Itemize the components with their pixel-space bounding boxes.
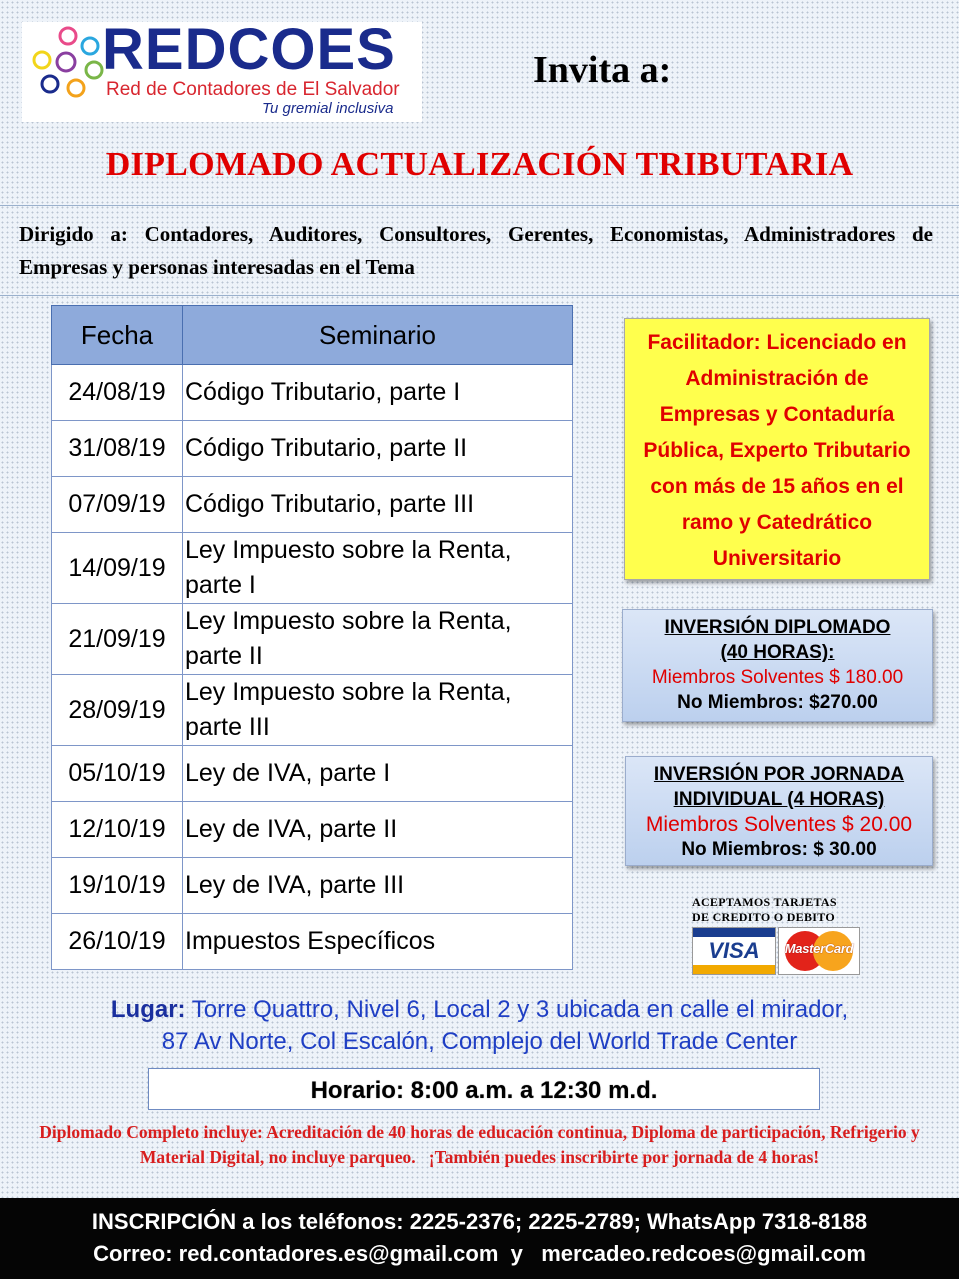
mastercard-icon xyxy=(778,927,860,975)
inversion-jornada-title: INVERSIÓN POR JORNADA INDIVIDUAL (4 HORAS) xyxy=(653,764,905,810)
table-row xyxy=(52,604,573,675)
logo-tagline: Tu gremial inclusiva xyxy=(262,100,394,117)
logo-circles-icon xyxy=(32,26,104,98)
table-header-row xyxy=(52,306,573,365)
header-seminario: Seminario xyxy=(183,306,573,365)
inversion-jornada-no-miembros: No Miembros: $ 30.00 xyxy=(681,839,877,860)
table-row xyxy=(52,858,573,914)
visa-card-icon xyxy=(692,927,776,975)
row-date: 05/10/19 xyxy=(52,746,183,802)
row-date: 24/08/19 xyxy=(52,365,183,421)
row-date: 21/09/19 xyxy=(52,604,183,675)
mastercard-label: MasterCard xyxy=(784,941,854,956)
invita-heading: Invita a: xyxy=(533,49,672,91)
footer-emails: Correo: red.contadores.es@gmail.com y mercadeo.redcoes@gmail.com xyxy=(93,1241,866,1266)
dirigido-text: Dirigido a: Contadores, Auditores, Consultores, Gerentes, Economistas, Administradores de Empresas y personas interesadas en el Tema xyxy=(19,222,933,279)
row-date: 14/09/19 xyxy=(52,533,183,604)
inversion-diplomado-no-miembros: No Miembros: $270.00 xyxy=(677,692,878,713)
page-title: DIPLOMADO ACTUALIZACIÓN TRIBUTARIA xyxy=(105,146,854,183)
row-seminar: Ley de IVA, parte II xyxy=(183,802,573,858)
row-seminar: Código Tributario, parte I xyxy=(183,365,573,421)
table-row xyxy=(52,746,573,802)
lugar-line1: Torre Quattro, Nivel 6, Local 2 y 3 ubicada en calle el mirador, xyxy=(185,996,849,1023)
visa-label: VISA xyxy=(708,938,760,963)
inversion-jornada-miembros: Miembros Solventes $ 20.00 xyxy=(645,813,913,836)
row-date: 07/09/19 xyxy=(52,477,183,533)
footer-phones: INSCRIPCIÓN a los teléfonos: 2225-2376; 2225-2789; WhatsApp 7318-8188 xyxy=(91,1209,868,1234)
incluye-text: Diplomado Completo incluye: Acreditación de 40 horas de educación continua, Diploma de participación, Refrigerio y Material Digital, no incluye parqueo. ¡También puedes inscribirte por jornada de 4 horas! xyxy=(39,1122,925,1167)
logo-subtitle: Red de Contadores de El Salvador xyxy=(106,79,400,100)
row-seminar: Ley Impuesto sobre la Renta, parte II xyxy=(183,604,573,675)
row-seminar: Ley Impuesto sobre la Renta, parte I xyxy=(183,533,573,604)
table-row xyxy=(52,675,573,746)
table-row xyxy=(52,802,573,858)
table-row xyxy=(52,421,573,477)
footer-contact xyxy=(0,1198,959,1279)
row-seminar: Código Tributario, parte II xyxy=(183,421,573,477)
row-date: 31/08/19 xyxy=(52,421,183,477)
inversion-diplomado-miembros: Miembros Solventes $ 180.00 xyxy=(651,667,904,688)
horario-box: Horario: 8:00 a.m. a 12:30 m.d. xyxy=(148,1068,820,1110)
row-date: 28/09/19 xyxy=(52,675,183,746)
table-row xyxy=(52,477,573,533)
table-row xyxy=(52,533,573,604)
inversion-diplomado-box xyxy=(622,609,933,722)
redcoes-logo xyxy=(22,17,422,122)
row-date: 19/10/19 xyxy=(52,858,183,914)
row-seminar: Ley Impuesto sobre la Renta, parte III xyxy=(183,675,573,746)
cards-line1: ACEPTAMOS TARJETAS xyxy=(692,895,837,909)
cards-line2: DE CREDITO O DEBITO xyxy=(692,910,835,924)
row-seminar: Impuestos Específicos xyxy=(183,914,573,970)
inversion-diplomado-title: INVERSIÓN DIPLOMADO (40 HORAS): xyxy=(664,617,891,663)
lugar-text xyxy=(0,994,959,1058)
inversion-jornada-box xyxy=(625,756,933,866)
lugar-line2: 87 Av Norte, Col Escalón, Complejo del World Trade Center xyxy=(161,1028,798,1055)
header-fecha: Fecha xyxy=(52,306,183,365)
divider-bottom xyxy=(0,295,959,296)
schedule-table xyxy=(51,305,573,970)
row-seminar: Código Tributario, parte III xyxy=(183,477,573,533)
table-row xyxy=(52,914,573,970)
facilitador-box: Facilitador: Licenciado en Administración de Empresas y Contaduría Pública, Experto Tributario con más de 15 años en el ramo y Catedrático Universitario xyxy=(624,318,930,580)
accepted-cards xyxy=(692,895,862,975)
row-seminar: Ley de IVA, parte III xyxy=(183,858,573,914)
lugar-label: Lugar: xyxy=(110,996,186,1023)
row-date: 12/10/19 xyxy=(52,802,183,858)
row-date: 26/10/19 xyxy=(52,914,183,970)
row-seminar: Ley de IVA, parte I xyxy=(183,746,573,802)
table-row xyxy=(52,365,573,421)
divider-top xyxy=(0,205,959,206)
logo-brand-name: REDCOES xyxy=(102,17,396,82)
